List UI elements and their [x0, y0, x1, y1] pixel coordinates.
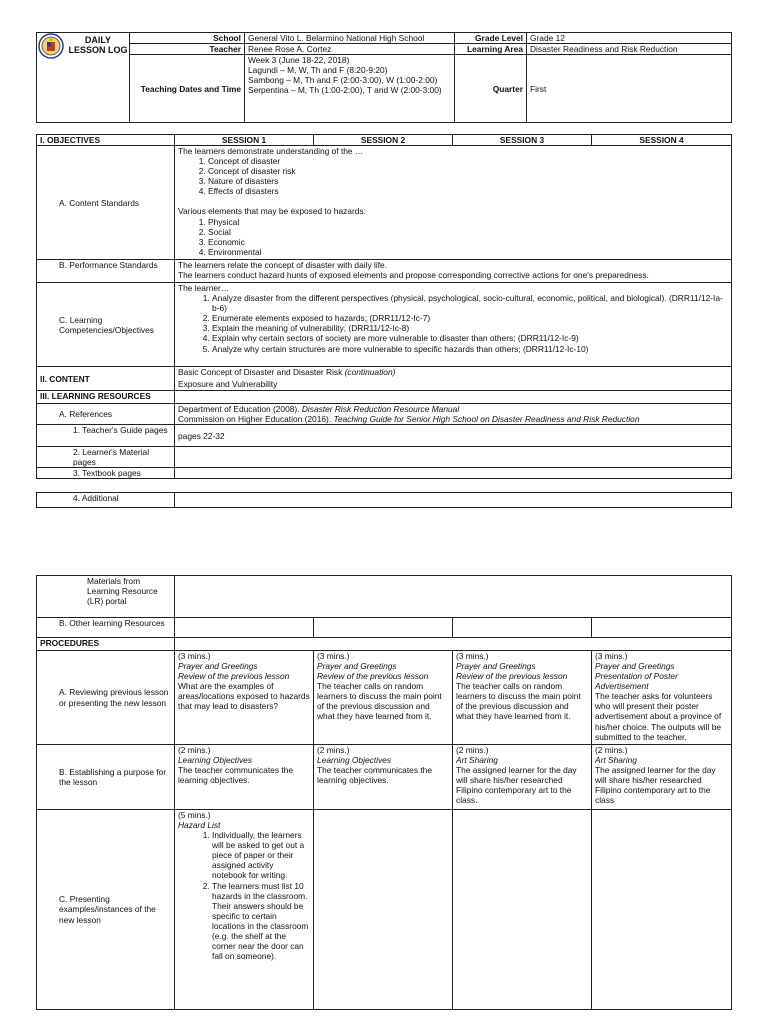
- time-note: (5 mins.): [178, 810, 211, 820]
- activity-text: The teacher communicates the learning objectives.: [178, 765, 293, 786]
- time-note: (3 mins.): [317, 651, 350, 661]
- purpose-session-2: [314, 745, 453, 810]
- review-session-2: [314, 651, 453, 745]
- content-standards-label: A. Content Standards: [37, 146, 175, 260]
- teacher-label: Teacher: [130, 44, 245, 55]
- list-item: 1. Analyze disaster from the different perspectives (physical, psychological, socio-cultural, economic, political, and biological). (DRR11/12-Ia-b-6): [212, 293, 728, 313]
- activity-title: Review of the previous lesson: [178, 671, 290, 682]
- session-3-header: SESSION 3: [453, 135, 592, 146]
- content-value: [175, 367, 732, 391]
- teachers-guide-label: 1. Teacher's Guide pages: [37, 425, 175, 447]
- session-2-header: SESSION 2: [314, 135, 453, 146]
- content-line1-note: (continuation): [344, 367, 396, 378]
- resources-heading: III. LEARNING RESOURCES: [37, 391, 175, 404]
- performance-line: The learners relate the concept of disaster with daily life.: [178, 260, 388, 271]
- list-item: 1. Physical: [208, 217, 728, 227]
- activity-title: Presentation of Poster Advertisement: [595, 671, 678, 692]
- quarter-label: Quarter: [455, 55, 527, 123]
- list-item: 2. The learners must list 10 hazards in the classroom. Their answers should be specific to certain locations in the classroom (e.g. the shelf at the corner near the door can fall on someone).: [212, 881, 310, 962]
- additional-value: [175, 493, 732, 508]
- list-item: 5. Analyze why certain structures are more vulnerable to specific hazards than others; (DRR11/12-Ic-10): [212, 344, 728, 354]
- presenting-label: C. Presenting examples/instances of the new lesson: [37, 810, 175, 1010]
- learners-material-label: 2. Learner's Material pages: [37, 447, 175, 468]
- textbook-value: [175, 468, 732, 479]
- list-item: 3. Explain the meaning of vulnerability; (DRR11/12-Ic-8): [212, 323, 728, 333]
- dates-line: Week 3 (June 18-22, 2018): [248, 55, 350, 66]
- other-resources-s3: [453, 618, 592, 638]
- time-note: (2 mins.): [456, 745, 489, 755]
- session-4-header: SESSION 4: [592, 135, 732, 146]
- activity-title: Art Sharing: [456, 755, 498, 766]
- area-value: Disaster Readiness and Risk Reduction: [527, 44, 732, 55]
- procedures-table: [36, 575, 732, 1010]
- review-session-1: [175, 651, 314, 745]
- dates-line: Serpentina – M, Th (1:00-2:00), T and W (2:00-3:00): [248, 85, 442, 96]
- activity-title: Review of the previous lesson: [456, 671, 568, 682]
- doc-title-line1: DAILY: [84, 35, 112, 46]
- procedures-empty: [175, 638, 732, 651]
- other-resources-s4: [592, 618, 732, 638]
- list-item: 4. Explain why certain sectors of society are more vulnerable to disaster than others; (DRR11/12-Ic-9): [212, 333, 728, 343]
- activity-title: Learning Objectives: [178, 755, 253, 766]
- header-table: [36, 32, 732, 123]
- list-item: 1. Individually, the learners will be asked to get out a piece of paper or their assigned activity notebook for writing.: [212, 830, 310, 880]
- activity-title: Prayer and Greetings: [456, 661, 536, 672]
- competencies-intro: The learner…: [178, 283, 230, 294]
- dates-value: [245, 55, 455, 123]
- grade-label: Grade Level: [455, 33, 527, 44]
- dates-line: Lagundi – M, W, Th and F (8:20-9:20): [248, 65, 388, 76]
- review-label: A. Reviewing previous lesson or presenting the new lesson: [37, 651, 175, 745]
- activity-text: The teacher communicates the learning objectives.: [317, 765, 432, 786]
- other-resources-label: B. Other learning Resources: [37, 618, 175, 638]
- list-item: 4. Environmental: [208, 247, 728, 257]
- activity-text: The teacher calls on random learners to discuss the main point of the previous discussion and what they have learned from it.: [317, 681, 442, 722]
- activity-title: Prayer and Greetings: [317, 661, 397, 672]
- deped-seal-icon: [38, 33, 64, 59]
- content-heading: II. CONTENT: [37, 367, 175, 391]
- activity-text: What are the examples of areas/locations exposed to hazards that may lead to disasters?: [178, 681, 310, 712]
- content-intro: The learners demonstrate understanding of the …: [178, 146, 364, 157]
- activity-title: Hazard List: [178, 820, 221, 831]
- presenting-session-2: [314, 810, 453, 1010]
- other-resources-s2: [314, 618, 453, 638]
- list-item: 1. Concept of disaster: [208, 156, 728, 166]
- review-session-3: [453, 651, 592, 745]
- dates-line: Sambong – M, Th and F (2:00-3:00), W (1:00-2:00): [248, 75, 438, 86]
- school-label: School: [130, 33, 245, 44]
- other-resources-s1: [175, 618, 314, 638]
- doc-title-line2: LESSON LOG: [68, 45, 128, 55]
- lr-portal-label: Materials from Learning Resource (LR) portal: [37, 576, 175, 618]
- activity-text: The assigned learner for the day will share his/her researched Filipino contemporary art to the class.: [456, 765, 577, 806]
- list-item: 2. Social: [208, 227, 728, 237]
- school-value: General Vito L. Belarmino National High School: [245, 33, 455, 44]
- reference-2: Commission on Higher Education (2016).: [178, 414, 334, 425]
- activity-text: The assigned learner for the day will share his/her researched Filipino contemporary art to the class: [595, 765, 716, 806]
- content-line2: Exposure and Vulnerability: [178, 379, 278, 390]
- reference-1-title: Disaster Risk Reduction Resource Manual: [301, 404, 460, 415]
- performance-standards-value: [175, 260, 732, 283]
- activity-title: Prayer and Greetings: [178, 661, 258, 672]
- content-intro2: Various elements that may be exposed to hazards:: [178, 206, 366, 217]
- list-item: 2. Enumerate elements exposed to hazards; (DRR11/12-Ic-7): [212, 313, 728, 323]
- time-note: (3 mins.): [456, 651, 489, 661]
- list-item: 3. Economic: [208, 237, 728, 247]
- activity-text: The teacher calls on random learners to discuss the main point of the previous discussion and what they have learned from it.: [456, 681, 581, 722]
- purpose-label: B. Establishing a purpose for the lesson: [37, 745, 175, 810]
- review-session-4: [592, 651, 732, 745]
- additional-table: [36, 492, 732, 508]
- presenting-session-4: [592, 810, 732, 1010]
- competencies-value: [175, 283, 732, 367]
- presenting-session-1: [175, 810, 314, 1010]
- dates-label: Teaching Dates and Time: [130, 55, 245, 123]
- competencies-label: C. Learning Competencies/Objectives: [37, 283, 175, 367]
- list-item: 2. Concept of disaster risk: [208, 166, 728, 176]
- content-line1: Basic Concept of Disaster and Disaster Risk: [178, 367, 345, 378]
- reference-1: Department of Education (2008).: [178, 404, 302, 415]
- objectives-table: [36, 134, 732, 479]
- references-value: [175, 404, 732, 425]
- textbook-label: 3. Textbook pages: [37, 468, 175, 479]
- time-note: (3 mins.): [178, 651, 211, 661]
- activity-text: The teacher asks for volunteers who will present their poster advertisement about a province of his/her choice. The outputs will be submitted to the teacher.: [595, 691, 722, 742]
- procedures-heading: PROCEDURES: [37, 638, 175, 651]
- additional-label: 4. Additional: [37, 493, 175, 508]
- teachers-guide-value: pages 22-32: [175, 425, 732, 447]
- time-note: (2 mins.): [595, 745, 628, 755]
- purpose-session-1: [175, 745, 314, 810]
- activity-title: Prayer and Greetings: [595, 661, 675, 672]
- activity-title: Review of the previous lesson: [317, 671, 429, 682]
- time-note: (2 mins.): [317, 745, 350, 755]
- content-standards-value: [175, 146, 732, 260]
- session-1-header: SESSION 1: [175, 135, 314, 146]
- area-label: Learning Area: [455, 44, 527, 55]
- resources-empty: [175, 391, 732, 404]
- activity-title: Art Sharing: [595, 755, 637, 766]
- purpose-session-4: [592, 745, 732, 810]
- presenting-session-3: [453, 810, 592, 1010]
- teacher-value: Renee Rose A. Cortez: [245, 44, 455, 55]
- quarter-value: First: [527, 55, 732, 123]
- list-item: 3. Nature of disasters: [208, 176, 728, 186]
- reference-2-title: Teaching Guide for Senior High School on Disaster Readiness and Risk Reduction: [333, 414, 640, 425]
- purpose-session-3: [453, 745, 592, 810]
- time-note: (3 mins.): [595, 651, 628, 661]
- references-label: A. References: [37, 404, 175, 425]
- logo-cell: [37, 33, 130, 123]
- grade-value: Grade 12: [527, 33, 732, 44]
- lr-portal-value: [175, 576, 732, 618]
- list-item: 4. Effects of disasters: [208, 186, 728, 196]
- objectives-heading: I. OBJECTIVES: [37, 135, 175, 146]
- time-note: (2 mins.): [178, 745, 211, 755]
- performance-line: The learners conduct hazard hunts of exposed elements and propose corresponding corrective actions for one's preparedness.: [178, 270, 649, 281]
- activity-title: Learning Objectives: [317, 755, 392, 766]
- performance-standards-label: B. Performance Standards: [37, 260, 175, 283]
- learners-material-value: [175, 447, 732, 468]
